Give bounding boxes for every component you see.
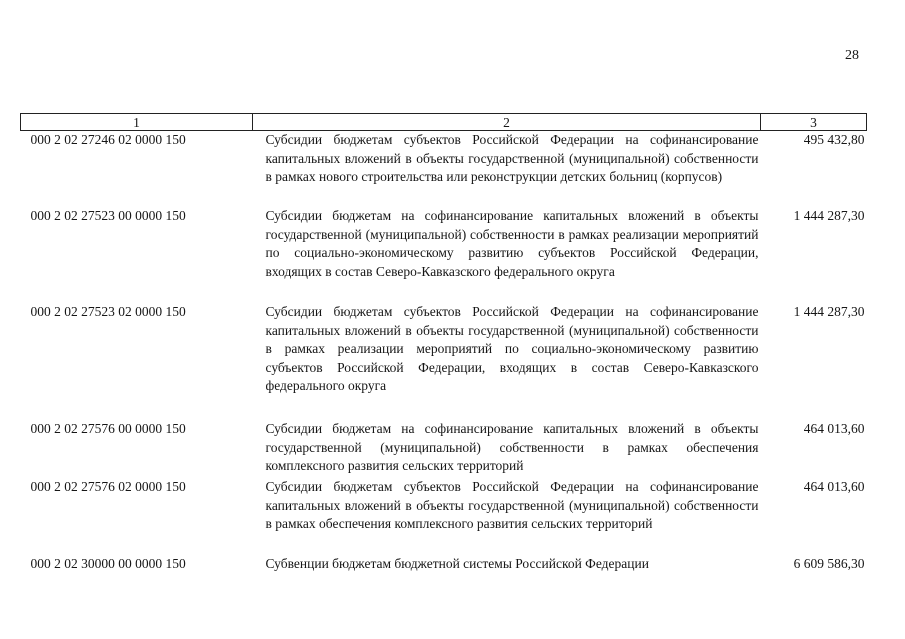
table-row xyxy=(21,207,867,303)
budget-table xyxy=(20,113,867,575)
row-code: 000 2 02 27523 00 0000 150 xyxy=(30,208,186,223)
row-code: 000 2 02 30000 00 0000 150 xyxy=(30,556,186,571)
row-amount: 6 609 586,30 xyxy=(793,556,865,571)
table-header-row xyxy=(21,114,867,131)
row-amount: 495 432,80 xyxy=(803,132,865,147)
table-row xyxy=(21,478,867,555)
table-row xyxy=(21,303,867,420)
page-number: 28 xyxy=(845,48,859,63)
row-code: 000 2 02 27576 00 0000 150 xyxy=(30,421,186,436)
table-row xyxy=(21,420,867,478)
table-row xyxy=(21,131,867,208)
column-header-amount: 3 xyxy=(761,114,867,131)
row-amount: 1 444 287,30 xyxy=(793,208,865,223)
column-header-description: 2 xyxy=(253,114,761,131)
row-description: Субсидии бюджетам субъектов Российской Федерации на софинансирование капитальных вложений в объекты государственной (муниципальной) собственности в рамках реализации мероприятий по социально-экономическому развитию субъектов Российской Федерации, входящих в состав Северо-Кавказского федерального округа xyxy=(265,304,759,393)
row-amount: 464 013,60 xyxy=(803,421,865,436)
row-description: Субсидии бюджетам на софинансирование капитальных вложений в объекты государственной (муниципальной) собственности в рамках обеспечения комплексного развития сельских территорий xyxy=(265,421,759,473)
column-header-code: 1 xyxy=(21,114,253,131)
row-code: 000 2 02 27246 02 0000 150 xyxy=(30,132,186,147)
row-description: Субвенции бюджетам бюджетной системы Российской Федерации xyxy=(265,556,649,571)
row-amount: 1 444 287,30 xyxy=(793,304,865,319)
row-description: Субсидии бюджетам на софинансирование капитальных вложений в объекты государственной (муниципальной) собственности в рамках реализации мероприятий по социально-экономическому развитию субъектов Российской Федерации, входящих в состав Северо-Кавказского федерального округа xyxy=(265,208,759,279)
row-description: Субсидии бюджетам субъектов Российской Федерации на софинансирование капитальных вложений в объекты государственной (муниципальной) собственности в рамках нового строительства или реконструкции детских больниц (корпусов) xyxy=(265,132,759,184)
row-amount: 464 013,60 xyxy=(803,479,865,494)
row-code: 000 2 02 27523 02 0000 150 xyxy=(30,304,186,319)
row-description: Субсидии бюджетам субъектов Российской Федерации на софинансирование капитальных вложений в объекты государственной (муниципальной) собственности в рамках обеспечения комплексного развития сельских территорий xyxy=(265,479,759,531)
table-row xyxy=(21,555,867,575)
row-code: 000 2 02 27576 02 0000 150 xyxy=(30,479,186,494)
